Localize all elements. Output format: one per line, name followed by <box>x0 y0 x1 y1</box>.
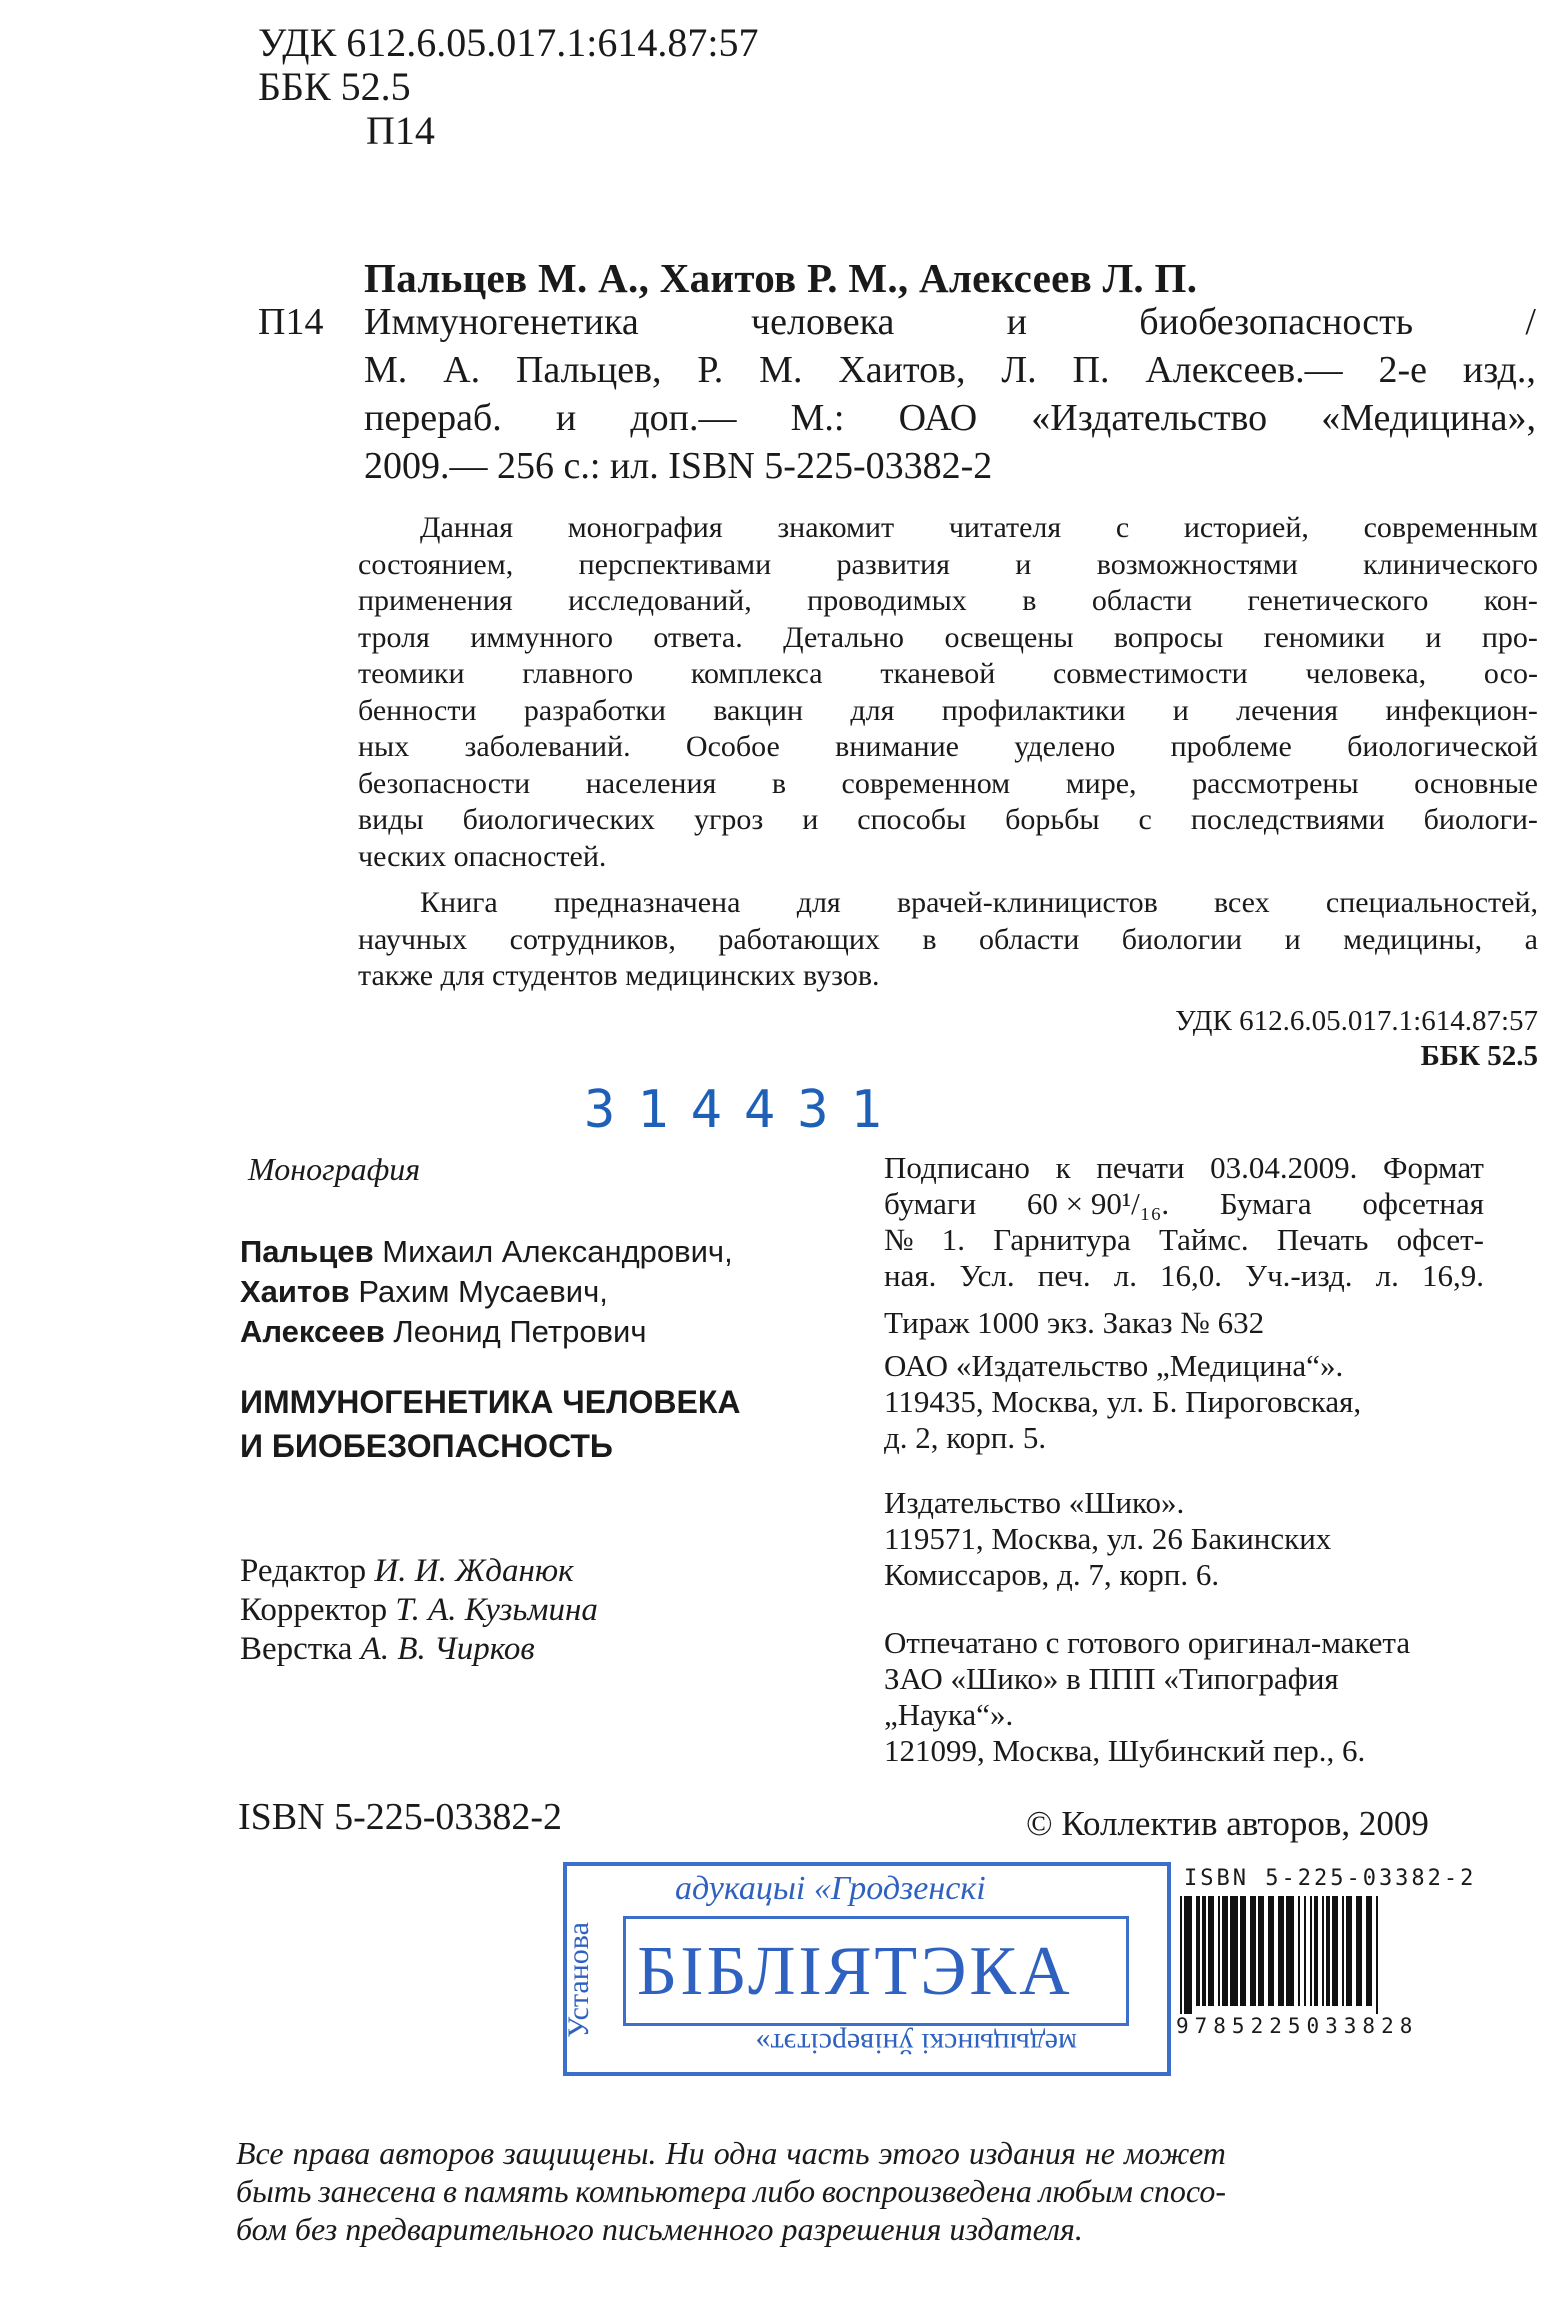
barcode-bar <box>1218 1896 1220 2006</box>
author-surname: Алексеев <box>240 1314 385 1349</box>
annotation-line-word: возможностями <box>1096 547 1298 581</box>
biblio-line-word: человека <box>751 301 895 343</box>
annotation-line-word: монография <box>567 511 723 544</box>
author-surname: Пальцев <box>240 1234 374 1269</box>
print-line-word: 16,0. <box>1160 1258 1223 1293</box>
biblio-line-word: «Издательство <box>1031 397 1268 439</box>
biblio-line <box>364 442 1536 490</box>
annotation-line-word: проводимых <box>807 584 967 617</box>
biblio-line-word: «Медицина», <box>1321 397 1536 439</box>
annotation-line-word: научных <box>358 922 468 956</box>
print-line-word: Гарнитура <box>993 1222 1131 1257</box>
annotation-line-word: в <box>771 766 786 800</box>
annotation-line-word: уделено <box>1014 730 1116 763</box>
biblio-code: П14 <box>258 301 324 343</box>
annotation-line-word: человека, <box>1305 657 1427 690</box>
barcode-bar <box>1222 1896 1228 2006</box>
annotation-line-word: теомики <box>358 657 465 690</box>
annotation-line <box>358 656 1538 693</box>
rights-line-word: не <box>1084 2135 1115 2171</box>
biblio-description <box>364 298 1536 490</box>
annotation-line <box>358 693 1538 730</box>
tirazh: Тираж 1000 экз. Заказ № 632 <box>884 1305 1265 1340</box>
credit-name: И. И. Жданюк <box>374 1553 574 1589</box>
annotation-line-word: для <box>850 693 895 727</box>
print-line-word: Формат <box>1383 1150 1484 1185</box>
copyright: © Коллектив авторов, 2009 <box>1026 1804 1429 1843</box>
rights-line-word: спосо- <box>1139 2173 1226 2209</box>
biblio-line-word: П. <box>1072 349 1110 391</box>
rights-line <box>236 2210 1226 2248</box>
barcode-bar <box>1230 1896 1238 2006</box>
publisher-line: ОАО «Издательство „Медицина“». <box>884 1348 1344 1383</box>
annotation-line-word: тканевой <box>880 657 996 690</box>
annotation-line-word: ческих опасностей. <box>358 839 607 873</box>
barcode-bar <box>1286 1896 1294 2006</box>
biblio-line-word: Иммуногенетика <box>364 301 639 343</box>
annotation-line-word: ных <box>358 730 410 763</box>
print-line-word: бумаги <box>884 1186 977 1221</box>
barcode-bar <box>1342 1896 1344 2006</box>
annotation-line-word: области <box>979 922 1080 956</box>
credit-role: Корректор <box>240 1592 388 1628</box>
shiko-info <box>884 1485 1484 1593</box>
annotation-udk: УДК 612.6.05.017.1:614.87:57 <box>1175 1005 1538 1037</box>
rights-line-word: издания <box>968 2135 1076 2171</box>
rights-line-word: любым <box>1038 2173 1133 2209</box>
print-line-word: печати <box>1096 1150 1185 1185</box>
publisher-info <box>884 1348 1484 1456</box>
barcode-bar <box>1240 1896 1246 2006</box>
annotation-line-word: угроз <box>694 803 764 836</box>
annotation-line-word: вопросы <box>1113 620 1224 654</box>
rights-line-word: занесена <box>318 2173 437 2209</box>
rights-line <box>236 2172 1226 2210</box>
print-line-word: Усл. <box>959 1258 1015 1293</box>
printed-line: Отпечатано с готового оригинал-макета <box>884 1625 1411 1660</box>
print-line <box>884 1258 1484 1294</box>
biblio-line <box>364 346 1536 394</box>
barcode-bar <box>1268 1896 1274 2006</box>
print-line-word: л. <box>1375 1258 1399 1293</box>
annotation-line-word: и <box>1172 693 1189 727</box>
print-line-word: Таймс. <box>1158 1222 1249 1257</box>
print-line <box>884 1150 1484 1186</box>
printed-line: 121099, Москва, Шубинский пер., 6. <box>884 1733 1366 1768</box>
annotation-line <box>358 547 1538 584</box>
annotation-line-word: развития <box>836 547 950 581</box>
biblio-line-word: 2009.— 256 с.: ил. ISBN 5-225-03382-2 <box>364 445 993 487</box>
annotation-line-word: троля <box>358 620 430 654</box>
annotation-line-word: биологи- <box>1423 803 1538 836</box>
annotation-line-word: комплекса <box>690 657 823 690</box>
book-title-line: ИММУНОГЕНЕТИКА ЧЕЛОВЕКА <box>240 1384 741 1420</box>
credit-entry <box>240 1630 598 1669</box>
print-line-word: офсет- <box>1396 1222 1484 1257</box>
author-entry <box>240 1232 733 1272</box>
author-given-names: Михаил Александрович, <box>373 1234 733 1269</box>
annotation-line-word: про- <box>1481 620 1538 654</box>
barcode-bar <box>1250 1896 1256 2006</box>
credit-role: Редактор <box>240 1553 367 1589</box>
annotation-line-word: и <box>1015 547 1032 581</box>
annotation-line-word: последствиями <box>1190 803 1385 836</box>
barcode-bar <box>1278 1896 1284 2006</box>
print-line <box>884 1186 1484 1222</box>
library-stamp <box>563 1862 1171 2076</box>
annotation-line-word: работающих <box>718 922 880 956</box>
annotation-line-word: совместимости <box>1053 657 1248 690</box>
print-line-word: к <box>1055 1150 1071 1185</box>
annotation-line-word: разработки <box>523 693 666 727</box>
book-title-line: И БИОБЕЗОПАСНОСТЬ <box>240 1428 613 1464</box>
barcode-bar <box>1258 1896 1264 2006</box>
annotation-line-word: предназначена <box>554 886 741 919</box>
annotation-line-word: Данная <box>420 511 514 544</box>
print-line-word: 60 × 90¹/₁₆. <box>1026 1186 1170 1221</box>
print-line-word: офсетная <box>1362 1186 1484 1221</box>
barcode-isbn-text: ISBN 5-225-03382-2 <box>1184 1866 1477 1891</box>
annotation-line-word: а <box>1524 922 1538 956</box>
barcode-bar <box>1208 1896 1214 2006</box>
author-list <box>240 1232 733 1352</box>
annotation-line-word: виды <box>358 803 424 836</box>
print-line-word: печ. <box>1037 1258 1091 1293</box>
annotation-line <box>358 620 1538 657</box>
annotation-line-word: и <box>1425 620 1442 654</box>
biblio-line-word: М. <box>759 349 803 391</box>
barcode-bars <box>1176 1896 1506 2014</box>
barcode-digits: 9785225033828 <box>1176 2014 1419 2038</box>
rights-line-word: память <box>463 2173 569 2209</box>
credits <box>240 1552 598 1669</box>
rights-line-word: часть <box>786 2135 870 2171</box>
biblio-line-word: А. <box>443 349 481 391</box>
author-entry <box>240 1312 733 1352</box>
annotation-line-word: инфекцион- <box>1385 693 1538 727</box>
annotation-line-word: борьбы <box>1005 803 1100 836</box>
author-surname: Хаитов <box>240 1274 350 1309</box>
biblio-line-word: доп.— <box>630 397 737 439</box>
rights-line-word: может <box>1124 2135 1226 2171</box>
biblio-authors: Пальцев М. А., Хаитов Р. М., Алексеев Л. П. <box>364 255 1198 301</box>
annotation-line-word: историей, <box>1183 511 1309 544</box>
author-given-names: Леонид Петрович <box>384 1314 647 1349</box>
biblio-line-word: биобезопасность <box>1139 301 1414 343</box>
biblio-line-word: Алексеев.— <box>1145 349 1343 391</box>
annotation-line-word: современным <box>1363 511 1538 544</box>
book-title <box>240 1380 741 1468</box>
barcode-bar <box>1184 1896 1192 2014</box>
credit-entry <box>240 1552 598 1591</box>
annotation-line <box>358 958 1538 995</box>
rights-line-word: Все <box>236 2135 284 2171</box>
author-given-names: Рахим Мусаевич, <box>349 1274 608 1309</box>
annotation-line-word: основные <box>1414 766 1538 800</box>
barcode-bar <box>1180 1896 1182 2014</box>
annotation-line-word: внимание <box>835 730 959 763</box>
credit-name: А. В. Чирков <box>360 1631 535 1667</box>
annotation-line-word: клинического <box>1363 547 1538 581</box>
rights-line-word: бом без предварительного письменного разрешения издателя. <box>236 2211 1083 2247</box>
annotation-line-word: способы <box>857 803 967 836</box>
annotation-line <box>358 885 1538 922</box>
print-line-word: л. <box>1113 1258 1137 1293</box>
annotation-line-word: лечения <box>1236 693 1339 727</box>
annotation-line-word: врачей-клиницистов <box>897 886 1158 919</box>
annotation-line-word: иммунного <box>470 620 613 654</box>
rights-line-word: воспроизведена <box>821 2173 1032 2209</box>
stamp-main-text: БІБЛІЯТЭКА <box>637 1933 1073 2010</box>
annotation-line-word: и <box>1284 922 1301 956</box>
printed-info <box>884 1625 1484 1769</box>
annotation-line-word: знакомит <box>777 511 895 544</box>
rights-line-word: защищены. <box>503 2135 657 2171</box>
annotation-line-word: Книга <box>420 886 498 919</box>
isbn-left: ISBN 5-225-03382-2 <box>238 1796 563 1838</box>
rights-line-word: авторов <box>379 2135 495 2171</box>
print-line-word: 1. <box>941 1222 966 1257</box>
biblio-line-word: Л. <box>1001 349 1037 391</box>
barcode-bar <box>1366 1896 1372 2006</box>
barcode-bar <box>1310 1896 1312 2006</box>
barcode-bar <box>1314 1896 1318 2006</box>
annotation-line-word: безопасности <box>358 766 531 800</box>
biblio-line-word: перераб. <box>364 397 502 439</box>
annotation-line-word: главного <box>522 657 634 690</box>
rights-line-word: быть <box>236 2173 312 2209</box>
annotation-line-word: исследований, <box>568 584 752 617</box>
annotation-line-word: современном <box>841 766 1011 800</box>
annotation-line <box>358 922 1538 959</box>
barcode-bar <box>1322 1896 1324 2006</box>
biblio-line-word: М. <box>364 349 408 391</box>
annotation-line-word: и <box>802 803 819 836</box>
annotation-line-word: Особое <box>685 730 780 763</box>
annotation-line-word: заболеваний. <box>464 730 631 763</box>
annotation-line-word: медицины, <box>1343 922 1483 956</box>
annotation-line-word: сотрудников, <box>509 922 676 956</box>
print-line-word: № <box>884 1222 914 1257</box>
annotation-line-word: мире, <box>1065 766 1137 800</box>
annotation-line <box>358 510 1538 547</box>
annotation-line-word: населения <box>585 766 717 800</box>
biblio-line-word: ОАО <box>898 397 978 439</box>
biblio-line-word: Хаитов, <box>838 349 966 391</box>
annotation-line-word: геномики <box>1263 620 1385 654</box>
annotation-line-word: кон- <box>1483 584 1538 617</box>
credit-role: Верстка <box>240 1631 353 1667</box>
rights-line-word: этого <box>878 2135 960 2171</box>
biblio-line-word: Пальцев, <box>515 349 662 391</box>
print-line-word: ная. <box>884 1258 937 1293</box>
printed-line: „Наука“». <box>884 1697 1014 1732</box>
annotation-line-word: бенности <box>358 693 477 727</box>
header-bbk: ББК 52.5 <box>258 64 411 109</box>
biblio-line-word: Р. <box>697 349 724 391</box>
barcode-bar <box>1376 1896 1378 2014</box>
annotation <box>358 510 1538 995</box>
barcode-bar <box>1332 1896 1338 2006</box>
annotation-line-word: профилактики <box>941 693 1126 727</box>
print-line-word: 03.04.2009. <box>1210 1150 1358 1185</box>
rights-statement <box>236 2134 1226 2248</box>
annotation-line-word: генетического <box>1247 584 1429 617</box>
stamp-side-text: Установа <box>562 1922 595 2038</box>
annotation-line-word: в <box>922 922 937 956</box>
annotation-line-word: для <box>796 886 841 919</box>
annotation-line-word: читателя <box>948 511 1062 544</box>
author-entry <box>240 1272 733 1312</box>
annotation-line <box>358 839 1538 876</box>
print-line-word: Печать <box>1276 1222 1369 1257</box>
rights-line-word: компьютера <box>575 2173 747 2209</box>
credit-entry <box>240 1591 598 1630</box>
print-line-word: 16,9. <box>1421 1258 1484 1293</box>
annotation-line <box>358 583 1538 620</box>
biblio-line-word: М.: <box>790 397 845 439</box>
annotation-line-word: биологической <box>1347 730 1538 763</box>
print-line-word: Бумага <box>1219 1186 1312 1221</box>
annotation-line-word: освещены <box>944 620 1074 654</box>
annotation-line-word: перспективами <box>578 547 772 581</box>
shiko-line: Издательство «Шико». <box>884 1485 1185 1520</box>
barcode-bar <box>1356 1896 1362 2006</box>
rights-line-word: Ни <box>665 2135 705 2171</box>
annotation-line <box>358 802 1538 839</box>
annotation-line-word: с <box>1138 803 1152 836</box>
annotation-line-word: биологических <box>462 803 656 836</box>
rights-line-word: права <box>292 2135 371 2171</box>
isbn-barcode <box>1176 1866 1516 2042</box>
stamp-top-text: адукацыі «Гродзенскі <box>675 1870 986 1907</box>
annotation-line-word: всех <box>1214 886 1270 919</box>
header-code: П14 <box>366 108 435 153</box>
annotation-line <box>358 766 1538 803</box>
shiko-line: 119571, Москва, ул. 26 Бакинских <box>884 1521 1332 1556</box>
header-udk: УДК 612.6.05.017.1:614.87:57 <box>258 20 759 65</box>
inventory-number: 314431 <box>584 1080 904 1140</box>
annotation-line-word: Детально <box>783 620 905 654</box>
annotation-line-word: области <box>1091 584 1193 617</box>
rights-line <box>236 2134 1226 2172</box>
rights-line-word: в <box>442 2173 457 2209</box>
biblio-line <box>364 298 1536 346</box>
annotation-line-word: состоянием, <box>358 547 514 581</box>
barcode-bar <box>1202 1896 1206 2006</box>
printed-line: ЗАО «Шико» в ППП «Типография <box>884 1661 1339 1696</box>
barcode-bar <box>1346 1896 1352 2006</box>
annotation-line-word: осо- <box>1483 657 1538 690</box>
barcode-bar <box>1298 1896 1300 2006</box>
credit-name: Т. А. Кузьмина <box>395 1592 598 1628</box>
rights-line-word: одна <box>713 2135 778 2171</box>
barcode-bar <box>1304 1896 1306 2006</box>
print-line <box>884 1222 1484 1258</box>
biblio-line-word: 2-е <box>1378 349 1428 391</box>
annotation-bbk: ББК 52.5 <box>1420 1040 1538 1072</box>
annotation-line-word: в <box>1022 584 1037 617</box>
annotation-line-word: применения <box>358 584 513 617</box>
print-line-word: Уч.-изд. <box>1245 1258 1353 1293</box>
print-line-word: Подписано <box>884 1150 1030 1185</box>
annotation-line-word: проблеме <box>1170 730 1292 763</box>
annotation-line-word: с <box>1115 511 1130 544</box>
barcode-bar <box>1326 1896 1330 2006</box>
biblio-line-word: и <box>555 397 577 439</box>
annotation-line-word: рассмотрены <box>1192 766 1359 800</box>
biblio-line-word: / <box>1525 301 1536 343</box>
annotation-line-word: вакцин <box>713 693 804 727</box>
publisher-line: д. 2, корп. 5. <box>884 1420 1047 1455</box>
shiko-line: Комиссаров, д. 7, корп. 6. <box>884 1557 1220 1592</box>
publisher-line: 119435, Москва, ул. Б. Пироговская, <box>884 1384 1362 1419</box>
annotation-line <box>358 729 1538 766</box>
annotation-line-word: также для студентов медицинских вузов. <box>358 959 880 992</box>
biblio-line <box>364 394 1536 442</box>
stamp-bottom-text: медыцынскі ўніверсітэт» <box>755 2027 1077 2060</box>
biblio-line-word: изд., <box>1462 349 1536 391</box>
biblio-line-word: и <box>1006 301 1027 343</box>
annotation-line-word: ответа. <box>653 620 743 654</box>
print-info <box>884 1150 1484 1294</box>
genre-label: Монография <box>248 1151 421 1187</box>
rights-line-word: либо <box>753 2173 816 2209</box>
annotation-line-word: биологии <box>1121 922 1243 956</box>
barcode-bar <box>1196 1896 1200 2006</box>
annotation-line-word: специальностей, <box>1325 886 1538 919</box>
